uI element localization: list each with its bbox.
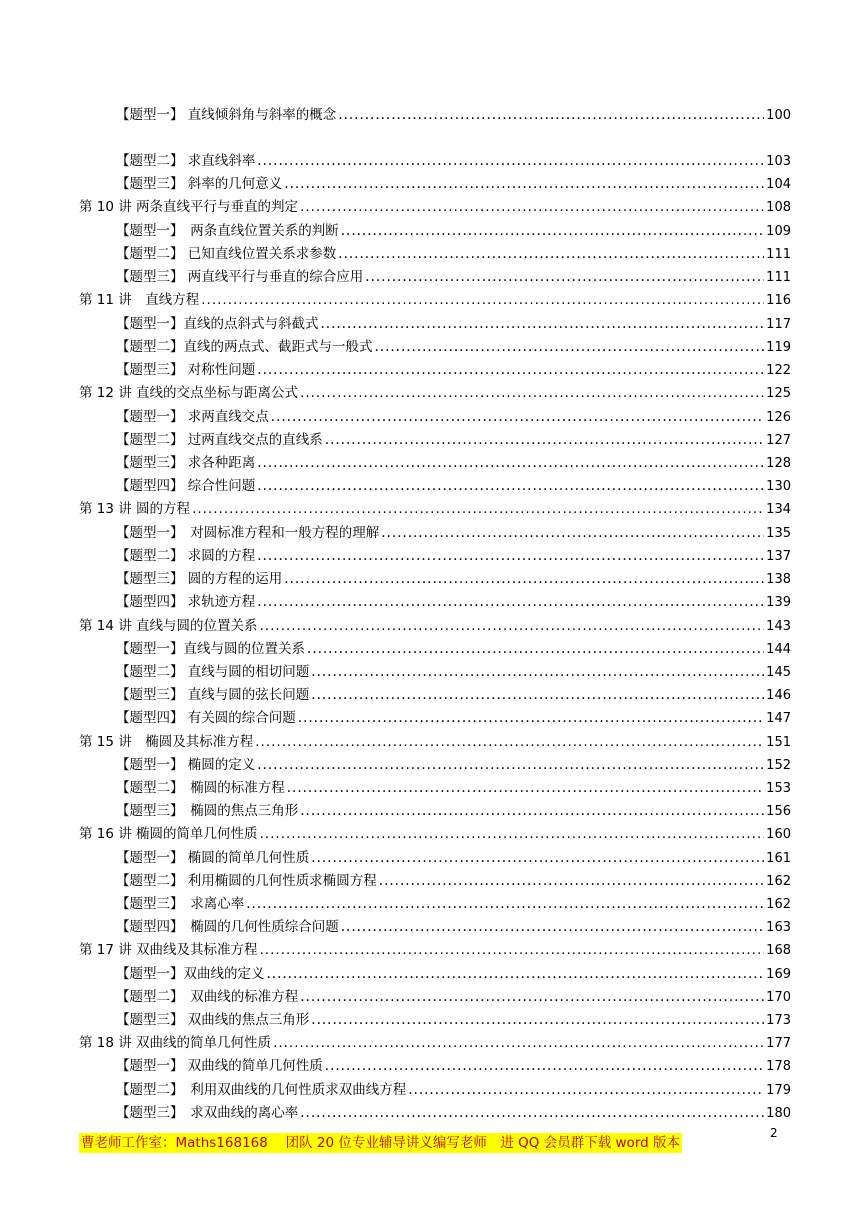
toc-page-number: 168 [766, 943, 791, 958]
toc-entry-label: 【题型四】 求轨迹方程 [116, 594, 256, 610]
toc-leader-dots [325, 430, 764, 450]
toc-page-number: 104 [766, 177, 791, 192]
toc-page-number: 111 [766, 270, 791, 285]
toc-item-entry[interactable] [116, 894, 791, 914]
toc-chapter-entry[interactable] [79, 824, 791, 844]
toc-entry-label: 【题型四】 椭圆的几何性质综合问题 [116, 919, 339, 935]
toc-entry-label: 【题型一】 椭圆的简单几何性质 [116, 850, 310, 866]
toc-entry-label: 【题型二】 椭圆的标准方程 [116, 780, 285, 796]
toc-item-entry[interactable] [116, 639, 791, 659]
toc-item-entry[interactable] [116, 592, 791, 612]
toc-entry-label: 【题型四】 有关圆的综合问题 [116, 710, 296, 726]
toc-page-number: 180 [766, 1106, 791, 1121]
toc-entry-label: 【题型三】 两直线平行与垂直的综合应用 [116, 269, 364, 285]
toc-leader-dots [341, 917, 764, 937]
toc-entry-label: 【题型三】 对称性问题 [116, 362, 256, 378]
toc-page-number: 100 [766, 108, 791, 123]
toc-page-number: 177 [766, 1036, 791, 1051]
toc-entry-label: 【题型三】 斜率的几何意义 [116, 176, 283, 192]
toc-item-entry[interactable] [116, 755, 791, 775]
toc-item-entry[interactable] [116, 778, 791, 798]
toc-entry-label: 【题型一】 对圆标准方程和一般方程的理解 [116, 525, 380, 541]
toc-leader-dots [300, 197, 764, 217]
toc-leader-dots [365, 267, 764, 287]
toc-leader-dots [271, 407, 764, 427]
footer-banner [79, 1133, 682, 1153]
toc-leader-dots [300, 383, 764, 403]
toc-leader-dots [201, 290, 764, 310]
toc-page-number: 160 [766, 827, 791, 842]
toc-leader-dots [408, 1080, 764, 1100]
toc-leader-dots [257, 476, 764, 496]
toc-page-number: 173 [766, 1013, 791, 1028]
toc-leader-dots [311, 848, 764, 868]
toc-page-number: 162 [766, 897, 791, 912]
toc-page-number: 170 [766, 990, 791, 1005]
toc-leader-dots [311, 1010, 764, 1030]
toc-leader-dots [300, 987, 764, 1007]
toc-entry-label: 【题型二】 利用椭圆的几何性质求椭圆方程 [116, 873, 377, 889]
toc-item-entry[interactable] [116, 917, 791, 937]
toc-item-entry[interactable] [116, 546, 791, 566]
page-number: 2 [770, 1126, 778, 1140]
toc-entry-label: 【题型二】 过两直线交点的直线系 [116, 432, 323, 448]
toc-leader-dots [375, 337, 765, 357]
toc-chapter-entry[interactable] [79, 616, 791, 636]
toc-page-number: 153 [766, 781, 791, 796]
toc-entry-label: 第 17 讲 双曲线及其标准方程 [79, 942, 258, 958]
toc-entry-label: 【题型二】 利用双曲线的几何性质求双曲线方程 [116, 1082, 407, 1098]
toc-entry-label: 【题型三】 双曲线的焦点三角形 [116, 1012, 310, 1028]
toc-leader-dots [257, 151, 764, 171]
toc-item-entry[interactable] [116, 1010, 791, 1030]
toc-entry-label: 【题型一】 椭圆的定义 [116, 757, 256, 773]
toc-entry-label: 【题型三】 求双曲线的离心率 [116, 1105, 299, 1121]
toc-entry-label: 【题型一】双曲线的定义 [116, 966, 265, 982]
toc-leader-dots [257, 453, 764, 473]
toc-entry-label: 【题型三】 圆的方程的运用 [116, 571, 283, 587]
toc-entry-label: 第 10 讲 两条直线平行与垂直的判定 [79, 199, 299, 215]
toc-leader-dots [338, 244, 764, 264]
toc-entry-label: 【题型一】 直线倾斜角与斜率的概念 [116, 107, 337, 123]
toc-entry-label: 第 12 讲 直线的交点坐标与距离公式 [79, 385, 299, 401]
toc-page-number: 139 [766, 595, 791, 610]
toc-entry-label: 【题型一】直线的点斜式与斜截式 [116, 316, 319, 332]
toc-leader-dots [338, 105, 764, 125]
toc-page-number: 103 [766, 154, 791, 169]
toc-entry-label: 【题型二】 直线与圆的相切问题 [116, 664, 310, 680]
toc-leader-dots [307, 639, 764, 659]
footer-text: 曹老师工作室：Maths168168 团队 20 位专业辅导讲义编写老师 进 QQ 会员群下载 word 版本 [81, 1135, 680, 1151]
toc-leader-dots [257, 755, 764, 775]
toc-entry-label: 【题型三】 直线与圆的弦长问题 [116, 687, 310, 703]
toc-item-entry[interactable] [116, 221, 791, 241]
toc-item-entry[interactable] [116, 267, 791, 287]
toc-entry-label: 【题型一】 求两直线交点 [116, 409, 269, 425]
toc-entry-label: 【题型二】 已知直线位置关系求参数 [116, 246, 337, 262]
toc-leader-dots [257, 546, 764, 566]
toc-leader-dots [325, 1056, 764, 1076]
toc-page-number: 138 [766, 572, 791, 587]
toc-item-entry[interactable] [116, 244, 791, 264]
toc-item-entry[interactable] [116, 174, 791, 194]
toc-entry-label: 【题型三】 椭圆的焦点三角形 [116, 803, 299, 819]
toc-leader-dots [257, 592, 764, 612]
toc-page-number: 144 [766, 642, 791, 657]
toc-page-number: 161 [766, 851, 791, 866]
toc-item-entry[interactable] [116, 1080, 791, 1100]
toc-page-number: 169 [766, 967, 791, 982]
toc-page-number: 119 [766, 340, 791, 355]
toc-item-entry[interactable] [116, 987, 791, 1007]
toc-chapter-entry[interactable] [79, 499, 791, 519]
toc-entry-label: 【题型二】 求直线斜率 [116, 153, 256, 169]
toc-item-entry[interactable] [116, 407, 791, 427]
toc-leader-dots [260, 824, 765, 844]
toc-leader-dots [341, 221, 764, 241]
toc-chapter-entry[interactable] [79, 290, 791, 310]
toc-leader-dots [298, 708, 764, 728]
toc-leader-dots [300, 801, 764, 821]
toc-page-number: 178 [766, 1059, 791, 1074]
toc-entry-label: 【题型三】 求各种距离 [116, 455, 256, 471]
toc-chapter-entry[interactable] [79, 197, 791, 217]
toc-page-number: 151 [766, 735, 791, 750]
toc-item-entry[interactable] [116, 662, 791, 682]
toc-entry-label: 【题型四】 综合性问题 [116, 478, 256, 494]
toc-leader-dots [381, 523, 764, 543]
toc-chapter-entry[interactable] [79, 383, 791, 403]
toc-page-number: 134 [766, 502, 791, 517]
toc-leader-dots [379, 871, 764, 891]
toc-item-entry[interactable] [116, 871, 791, 891]
toc-item-entry[interactable] [116, 1056, 791, 1076]
toc-entry-label: 第 11 讲 直线方程 [79, 292, 200, 308]
toc-page-number: 109 [766, 224, 791, 239]
toc-item-entry[interactable] [116, 430, 791, 450]
toc-item-entry[interactable] [116, 314, 791, 334]
toc-entry-label: 第 16 讲 椭圆的简单几何性质 [79, 826, 258, 842]
toc-item-entry[interactable] [116, 476, 791, 496]
toc-page-number: 126 [766, 410, 791, 425]
toc-entry-label: 【题型二】 双曲线的标准方程 [116, 989, 299, 1005]
toc-item-entry[interactable] [116, 151, 791, 171]
toc-page-number: 162 [766, 874, 791, 889]
toc-entry-label: 【题型三】 求离心率 [116, 896, 245, 912]
toc-leader-dots [246, 894, 764, 914]
toc-entry-label: 第 18 讲 双曲线的简单几何性质 [79, 1035, 272, 1051]
toc-page-number: 127 [766, 433, 791, 448]
toc-leader-dots [311, 685, 764, 705]
toc-item-entry[interactable] [116, 360, 791, 380]
toc-entry-label: 第 14 讲 直线与圆的位置关系 [79, 618, 258, 634]
toc-page-number: 146 [766, 688, 791, 703]
toc-leader-dots [300, 1103, 764, 1123]
toc-item-entry[interactable] [116, 337, 791, 357]
toc-entry-label: 【题型二】直线的两点式、截距式与一般式 [116, 339, 373, 355]
toc-chapter-entry[interactable] [79, 732, 791, 752]
toc-item-entry[interactable] [116, 453, 791, 473]
toc-item-entry[interactable] [116, 569, 791, 589]
toc-chapter-entry[interactable] [79, 1033, 791, 1053]
toc-leader-dots [255, 732, 764, 752]
toc-page-number: 111 [766, 247, 791, 262]
toc-leader-dots [273, 1033, 764, 1053]
toc-leader-dots [192, 499, 764, 519]
toc-page-number: 163 [766, 920, 791, 935]
toc-leader-dots [321, 314, 765, 334]
toc-item-entry[interactable] [116, 964, 791, 984]
toc-page-number: 125 [766, 386, 791, 401]
toc-item-entry[interactable] [116, 848, 791, 868]
toc-leader-dots [311, 662, 764, 682]
toc-entry-label: 第 15 讲 椭圆及其标准方程 [79, 734, 254, 750]
toc-chapter-entry[interactable] [79, 940, 791, 960]
toc-item-entry[interactable] [116, 1103, 791, 1123]
toc-item-entry[interactable] [116, 685, 791, 705]
toc-leader-dots [284, 174, 764, 194]
toc-page-number: 116 [766, 293, 791, 308]
toc-item-entry[interactable] [116, 708, 791, 728]
toc-leader-dots [260, 616, 765, 636]
toc-item-entry[interactable] [116, 523, 791, 543]
toc-page-number: 156 [766, 804, 791, 819]
toc-entry-label: 【题型二】 求圆的方程 [116, 548, 256, 564]
toc-leader-dots [257, 360, 764, 380]
toc-leader-dots [260, 940, 765, 960]
toc-leader-dots [284, 569, 764, 589]
toc-leader-dots [267, 964, 765, 984]
toc-entry-label: 第 13 讲 圆的方程 [79, 501, 191, 517]
toc-page-number: 145 [766, 665, 791, 680]
toc-item-entry[interactable] [116, 105, 791, 125]
toc-page-number: 122 [766, 363, 791, 378]
toc-page-number: 108 [766, 200, 791, 215]
toc-page-number: 147 [766, 711, 791, 726]
toc-entry-label: 【题型一】 两条直线位置关系的判断 [116, 223, 339, 239]
toc-page-number: 130 [766, 479, 791, 494]
toc-page-number: 179 [766, 1083, 791, 1098]
toc-page-number: 143 [766, 619, 791, 634]
toc-page-number: 135 [766, 526, 791, 541]
toc-item-entry[interactable] [116, 801, 791, 821]
toc-entry-label: 【题型一】直线与圆的位置关系 [116, 641, 305, 657]
toc-entry-label: 【题型一】 双曲线的简单几何性质 [116, 1058, 323, 1074]
toc-leader-dots [287, 778, 764, 798]
toc-page-number: 117 [766, 317, 791, 332]
toc-page-number: 137 [766, 549, 791, 564]
toc-page-number: 128 [766, 456, 791, 471]
toc-page-number: 152 [766, 758, 791, 773]
